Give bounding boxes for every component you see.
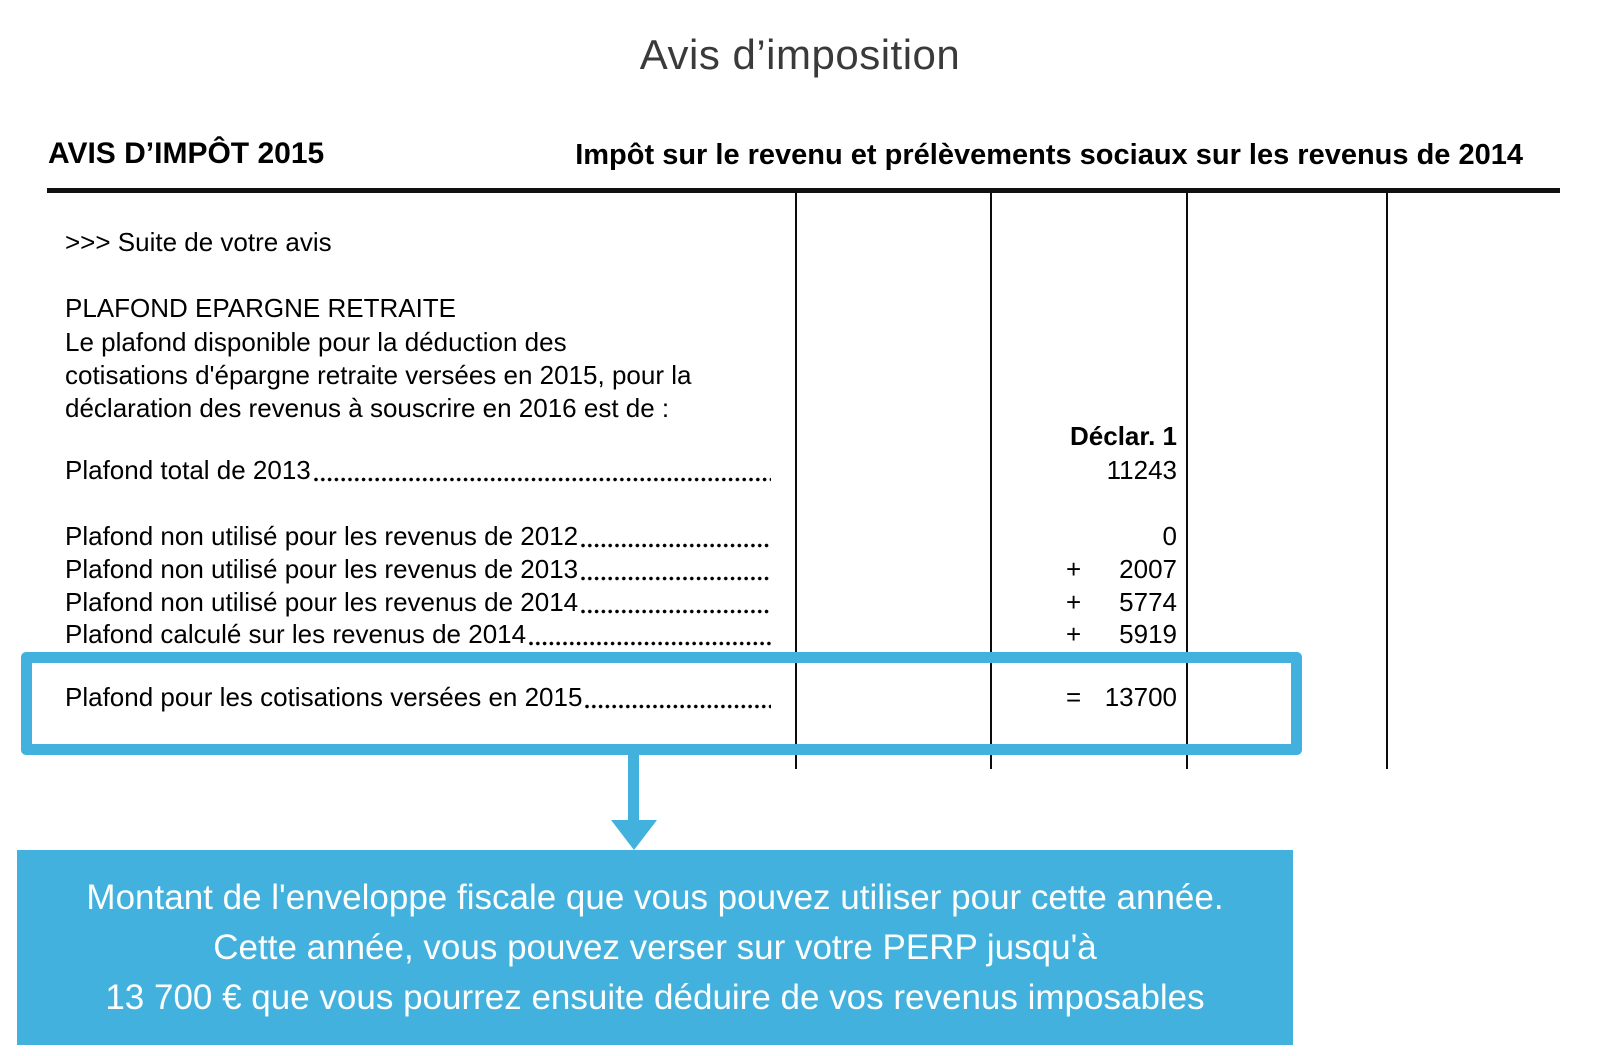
callout-box [17, 850, 1293, 1045]
arrow-stem [628, 754, 639, 822]
header-rule [47, 188, 1560, 193]
section-paragraph [65, 326, 691, 425]
row-value: 2007 [1119, 554, 1177, 584]
column-header: Déclar. 1 [1070, 421, 1177, 451]
row-label: Plafond pour les cotisations versées en 2015 [65, 682, 583, 712]
row-operator: + [1066, 587, 1082, 617]
row-label: Plafond non utilisé pour les revenus de 2014 [65, 587, 579, 617]
paragraph-line: cotisations d'épargne retraite versées en 2015, pour la [65, 360, 692, 390]
row-value: 5919 [1119, 619, 1177, 649]
paragraph-line: déclaration des revenus à souscrire en 2016 est de : [65, 393, 670, 423]
callout-line: 13 700 € que vous pourrez ensuite déduire de vos revenus imposables [105, 977, 1205, 1017]
row-operator: + [1066, 554, 1082, 584]
row-amount [1066, 618, 1177, 651]
row-label: Plafond non utilisé pour les revenus de 2013 [65, 554, 579, 584]
dot-leader [580, 542, 771, 549]
dot-leader [580, 608, 771, 615]
row-operator: = [1066, 682, 1082, 712]
table-row [65, 618, 771, 651]
section-title: PLAFOND EPARGNE RETRAITE [65, 293, 457, 323]
row-value: 0 [1162, 521, 1177, 551]
row-amount [1066, 520, 1177, 553]
paragraph-line: Le plafond disponible pour la déduction des [65, 327, 567, 357]
dot-leader [313, 476, 771, 483]
row-amount [1066, 586, 1177, 619]
column-line-4 [1386, 193, 1388, 769]
table-row [65, 520, 771, 553]
dot-leader [528, 640, 771, 647]
row-value: 13700 [1104, 682, 1177, 712]
highlight-box [21, 652, 1302, 755]
arrow-head-icon [611, 820, 657, 850]
row-label: Plafond total de 2013 [65, 455, 311, 485]
row-value: 5774 [1119, 587, 1177, 617]
intro-line: >>> Suite de votre avis [65, 227, 332, 257]
callout-line: Cette année, vous pouvez verser sur votre PERP jusqu'à [213, 927, 1097, 967]
dot-leader [580, 575, 771, 582]
notice-subtitle: Impôt sur le revenu et prélèvements sociaux sur les revenus de 2014 [575, 139, 1523, 171]
notice-title: AVIS D’IMPÔT 2015 [48, 137, 325, 170]
table-row [65, 586, 771, 619]
row-label: Plafond calculé sur les revenus de 2014 [65, 619, 527, 649]
table-row [65, 553, 771, 586]
row-amount [1066, 454, 1177, 487]
row-label: Plafond non utilisé pour les revenus de 2012 [65, 521, 579, 551]
page-title: Avis d’imposition [639, 31, 961, 78]
callout-line: Montant de l'enveloppe fiscale que vous pouvez utiliser pour cette année. [86, 877, 1224, 917]
row-value: 11243 [1106, 455, 1177, 485]
row-operator: + [1066, 619, 1082, 649]
table-row [65, 454, 771, 487]
row-amount [1066, 553, 1177, 586]
